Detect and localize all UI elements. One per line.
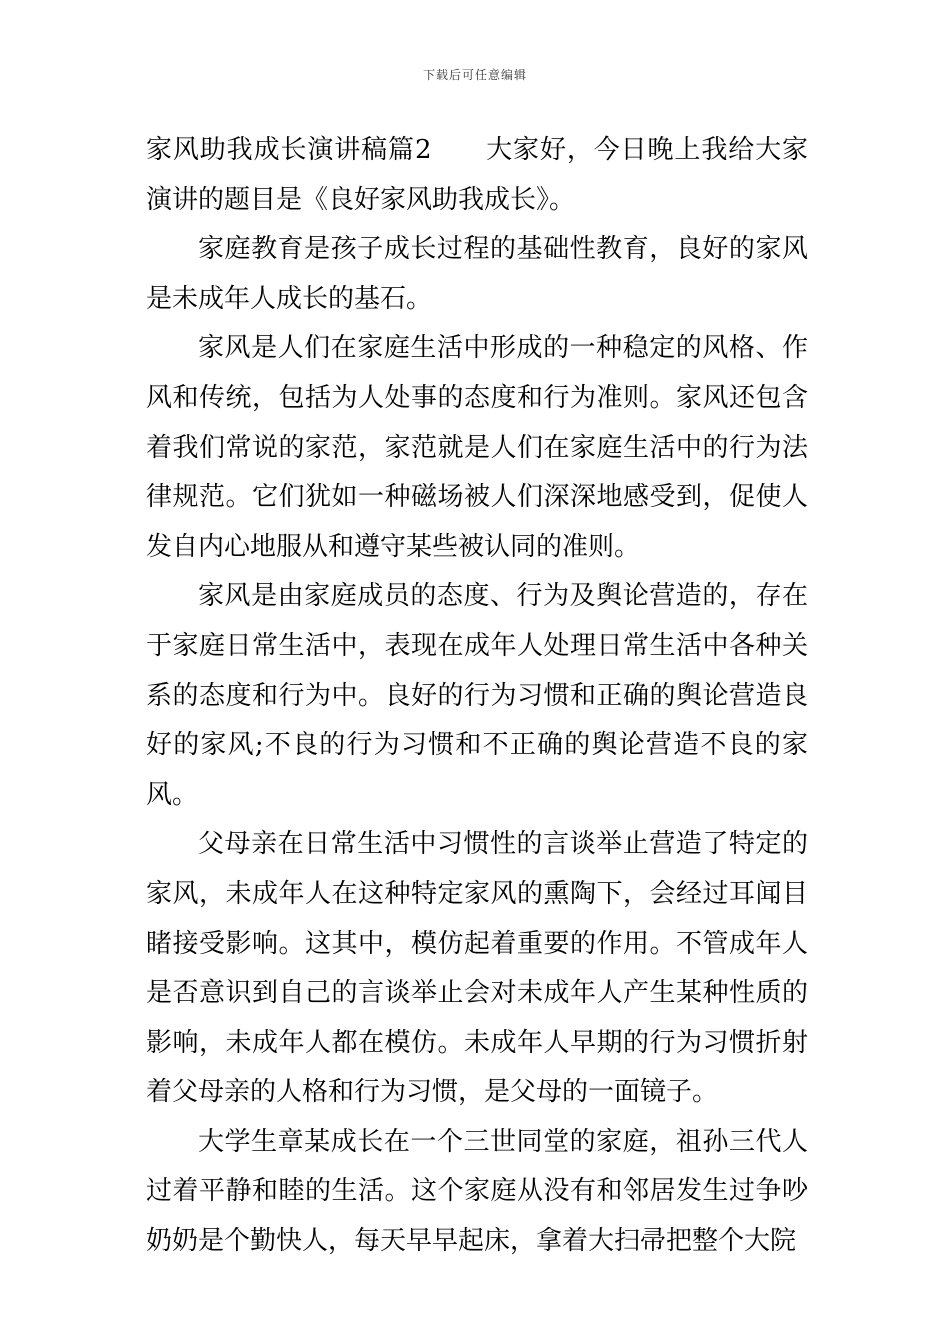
document-body xyxy=(146,126,808,1267)
paragraph-title-intro: 家风助我成长演讲稿篇2 大家好，今日晚上我给大家演讲的题目是《良好家风助我成长》。 xyxy=(146,135,808,215)
paragraph: 大学生章某成长在一个三世同堂的家庭，祖孙三代人过着平静和睦的生活。这个家庭从没有和邻居发生过争吵奶奶是个勤快人，每天早早起床，拿着大扫帚把整个大院 xyxy=(146,1126,808,1257)
paragraph: 家风是由家庭成员的态度、行为及舆论营造的，存在于家庭日常生活中，表现在成年人处理日常生活中各种关系的态度和行为中。良好的行为习惯和正确的舆论营造良好的家风;不良的行为习惯和不正确的舆论营造不良的家风。 xyxy=(146,581,808,810)
paragraph: 家风是人们在家庭生活中形成的一种稳定的风格、作风和传统，包括为人处事的态度和行为准则。家风还包含着我们常说的家范，家范就是人们在家庭生活中的行为法律规范。它们犹如一种磁场被人们深深地感受到，促使人发自内心地服从和遵守某些被认同的准则。 xyxy=(146,333,808,562)
paragraph: 父母亲在日常生活中习惯性的言谈举止营造了特定的家风，未成年人在这种特定家风的熏陶下，会经过耳闻目睹接受影响。这其中，模仿起着重要的作用。不管成年人是否意识到自己的言谈举止会对未成年人产生某种性质的影响，未成年人都在模仿。未成年人早期的行为习惯折射着父母亲的人格和行为习惯，是父母的一面镜子。 xyxy=(146,829,808,1108)
paragraph: 家庭教育是孩子成长过程的基础性教育，良好的家风是未成年人成长的基石。 xyxy=(146,234,808,314)
page-header: 下载后可任意编辑 xyxy=(422,68,527,82)
